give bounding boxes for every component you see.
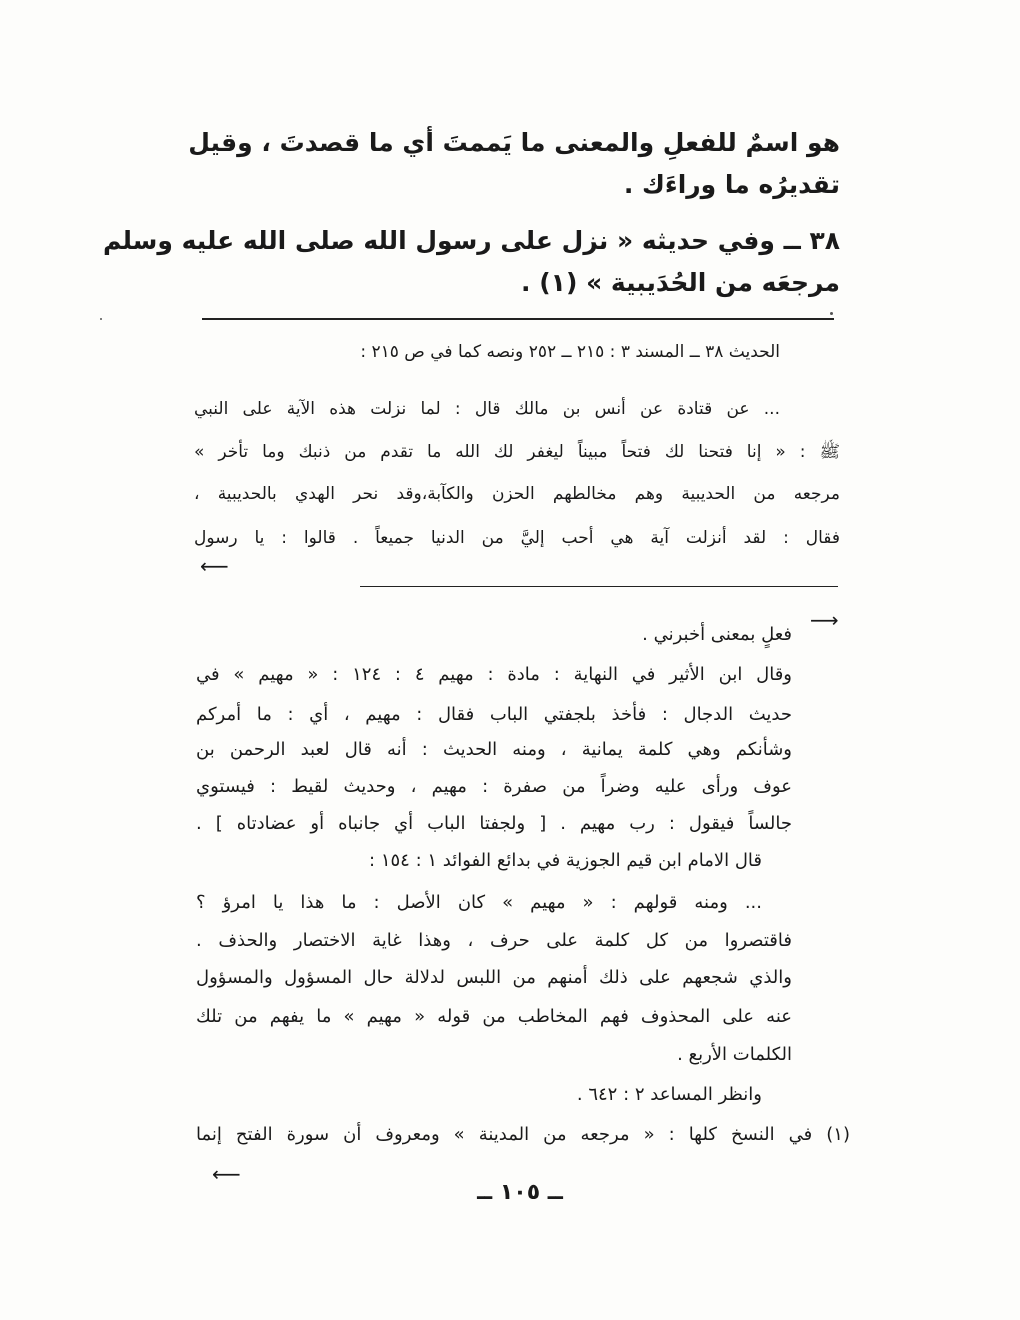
takhrij-line-4: مرجعه من الحديبية وهم مخالطهم الحزن والكآبة،وقد نحر الهدي بالحديبية ، xyxy=(194,484,840,504)
separator-rule xyxy=(202,318,834,320)
takhrij-continuation-arrow-icon: ⟵ xyxy=(200,554,229,578)
commentary-line-11: عنه على المحذوف فهم المخاطب من قوله « مهيم » ما يفهم من تلك xyxy=(196,1006,792,1027)
main-text-line-2: تقديرُه ما وراءَك . xyxy=(623,170,840,199)
commentary-line-9: فاقتصروا من كل كلمة على حرف ، وهذا غاية الاختصار والحذف . xyxy=(196,930,792,951)
commentary-line-2: وقال ابن الأثير في النهاية : مادة : مهيم ٤ : ١٢٤ : « مهيم » في xyxy=(196,664,792,685)
commentary-continuation-arrow-icon: ⟶ xyxy=(810,608,839,632)
commentary-line-7: قال الامام ابن قيم الجوزية في بدائع الفوائد ١ : ١٥٤ : xyxy=(369,850,762,871)
takhrij-line-5: فقال : لقد أنزلت آية هي أحب إليَّ من الدنيا جميعاً . قالوا : يا رسول xyxy=(194,528,840,548)
takhrij-line-3: ﷺ : « إنا فتحنا لك فتحاً مبيناً ليغفر لك الله ما تقدم من ذنبك وما تأخر » xyxy=(194,442,840,462)
scan-speck xyxy=(830,312,833,315)
footnote-line-1: (١) في النسخ كلها : « مرجعه من المدينة » ومعروف أن سورة الفتح إنما xyxy=(196,1124,850,1145)
footnote-continuation-arrow-icon: ⟵ xyxy=(212,1162,241,1186)
commentary-line-8: ... ومنه قولهم : « مهيم » كان الأصل : ما هذا يا امرؤ ؟ xyxy=(196,892,762,913)
takhrij-end-rule xyxy=(360,586,838,587)
commentary-line-1: فعلٍ بمعنى أخبرني . xyxy=(642,624,792,645)
commentary-line-12: الكلمات الأربع . xyxy=(677,1044,792,1065)
commentary-line-6: جالساً فيقول : رب مهيم . [ ولجفتا الباب أي جانباه أو عضادتاه ] . xyxy=(196,813,792,834)
page-number: ــ ١٠٥ ــ xyxy=(477,1180,563,1205)
takhrij-line-1: الحديث ٣٨ ــ المسند ٣ : ٢١٥ ــ ٢٥٢ ونصه كما في ص ٢١٥ : xyxy=(360,342,780,362)
hadith-line-2: مرجعَه من الحُدَيبية » (١) . xyxy=(521,268,840,297)
commentary-line-3: حديث الدجال : فأخذ بلجفتي الباب فقال : مهيم ، أي : ما أمركم xyxy=(196,704,792,725)
takhrij-line-2: ... عن قتادة عن أنس بن مالك قال : لما نزلت هذه الآية على النبي xyxy=(194,399,780,419)
commentary-line-5: عوف ورأى عليه وضراً من صفرة : مهيم ، وحديث لقيط : فيستوي xyxy=(196,776,792,797)
commentary-line-13: وانظر المساعد ٢ : ٦٤٢ . xyxy=(576,1084,762,1105)
scan-speck xyxy=(100,318,102,320)
main-text-line-1: هو اسمٌ للفعلِ والمعنى ما يَممتَ أي ما قصدتَ ، وقيل xyxy=(188,128,840,157)
hadith-line-1: ٣٨ ــ وفي حديثه « نزل على رسول الله صلى الله عليه وسلم xyxy=(102,226,840,255)
commentary-line-4: وشأنكم وهي كلمة يمانية ، ومنه الحديث : أنه قال لعبد الرحمن بن xyxy=(196,739,792,760)
commentary-line-10: والذي شجعهم على ذلك أمنهم من اللبس لدلالة حال المسؤول والمسؤول xyxy=(196,967,792,988)
